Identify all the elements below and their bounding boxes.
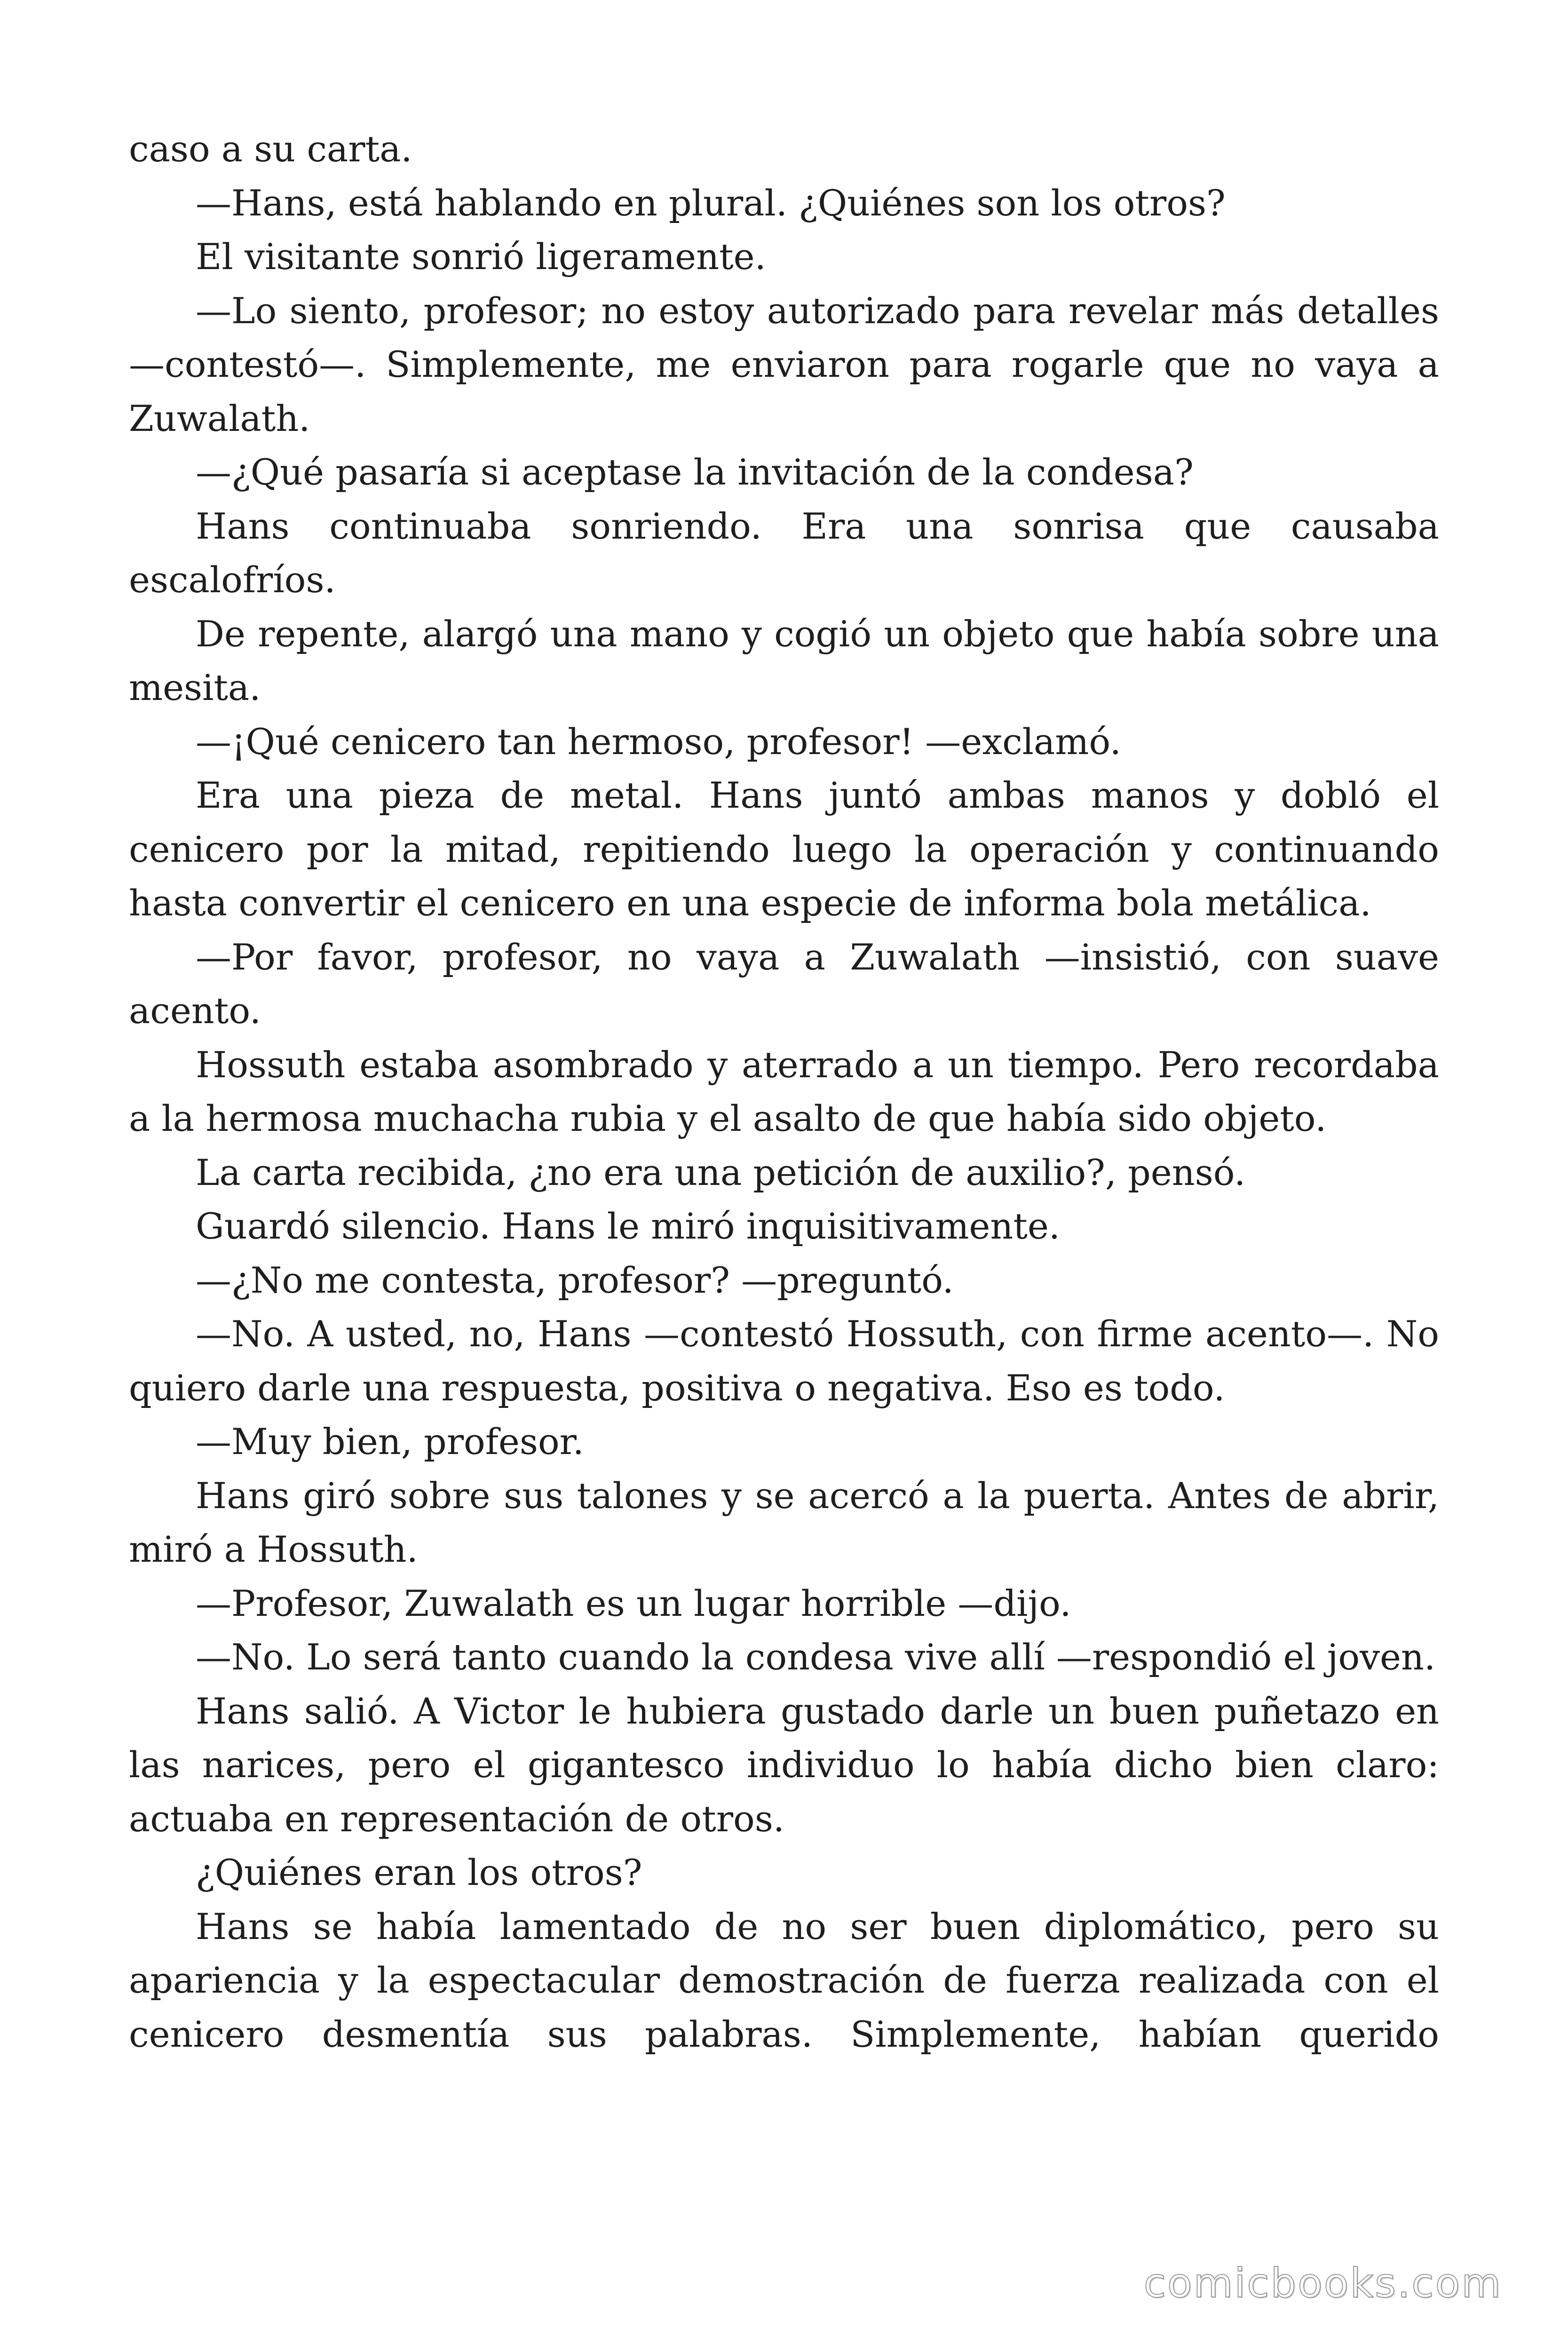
paragraph: De repente, alargó una mano y cogió un objeto que había sobre una mesita. xyxy=(129,612,1439,708)
paragraph: Hossuth estaba asombrado y aterrado a un tiempo. Pero recordaba a la hermosa muchacha rubia y el asalto de que había sido objeto. xyxy=(129,1043,1439,1139)
paragraph: —¡Qué cenicero tan hermoso, profesor! —exclamó. xyxy=(196,720,1121,763)
paragraph: El visitante sonrió ligeramente. xyxy=(196,236,766,278)
paragraph: Hans giró sobre sus talones y se acercó a la puerta. Antes de abrir, miró a Hossuth. xyxy=(129,1474,1439,1570)
paragraph: —Lo siento, profesor; no estoy autorizado para revelar más detalles —contestó—. Simplemente, me enviaron para rogarle que no vaya a Zuwalath. xyxy=(129,289,1439,439)
paragraph: —Hans, está hablando en plural. ¿Quiénes son los otros? xyxy=(196,182,1226,224)
paragraph: —Por favor, profesor, no vaya a Zuwalath —insistió, con suave acento. xyxy=(129,936,1439,1032)
paragraph: Guardó silencio. Hans le miró inquisitivamente. xyxy=(196,1205,1060,1247)
paragraph: —Profesor, Zuwalath es un lugar horrible —dijo. xyxy=(196,1582,1071,1624)
paragraph: Hans continuaba sonriendo. Era una sonrisa que causaba escalofríos. xyxy=(129,505,1439,601)
paragraph: —No. A usted, no, Hans —contestó Hossuth, con firme acento—. No quiero darle una respuesta, positiva o negativa. Eso es todo. xyxy=(129,1313,1439,1409)
paragraph: —¿Qué pasaría si aceptase la invitación de la condesa? xyxy=(196,451,1194,493)
watermark-text: comicbooks.com xyxy=(1143,2260,1502,2307)
paragraph: —Muy bien, profesor. xyxy=(196,1421,584,1462)
paragraph: caso a su carta. xyxy=(129,128,412,170)
page-body xyxy=(129,122,1439,2061)
paragraph: ¿Quiénes eran los otros? xyxy=(196,1851,642,1893)
paragraph: Hans se había lamentado de no ser buen diplomático, pero su apariencia y la espectacular demostración de fuerza realizada con el cenicero desmentía sus palabras. Simplemente, habían querido xyxy=(129,1905,1439,2055)
paragraph: La carta recibida, ¿no era una petición de auxilio?, pensó. xyxy=(196,1151,1246,1193)
paragraph: Hans salió. A Victor le hubiera gustado darle un buen puñetazo en las narices, pero el gigantesco individuo lo había dicho bien claro: actuaba en representación de otros. xyxy=(129,1690,1439,1840)
paragraph: —¿No me contesta, profesor? —preguntó. xyxy=(196,1259,954,1301)
paragraph: —No. Lo será tanto cuando la condesa vive allí —respondió el joven. xyxy=(196,1636,1436,1678)
paragraph: Era una pieza de metal. Hans juntó ambas manos y dobló el cenicero por la mitad, repitiendo luego la operación y continuando hasta convertir el cenicero en una especie de informa bola metálica. xyxy=(129,774,1439,924)
